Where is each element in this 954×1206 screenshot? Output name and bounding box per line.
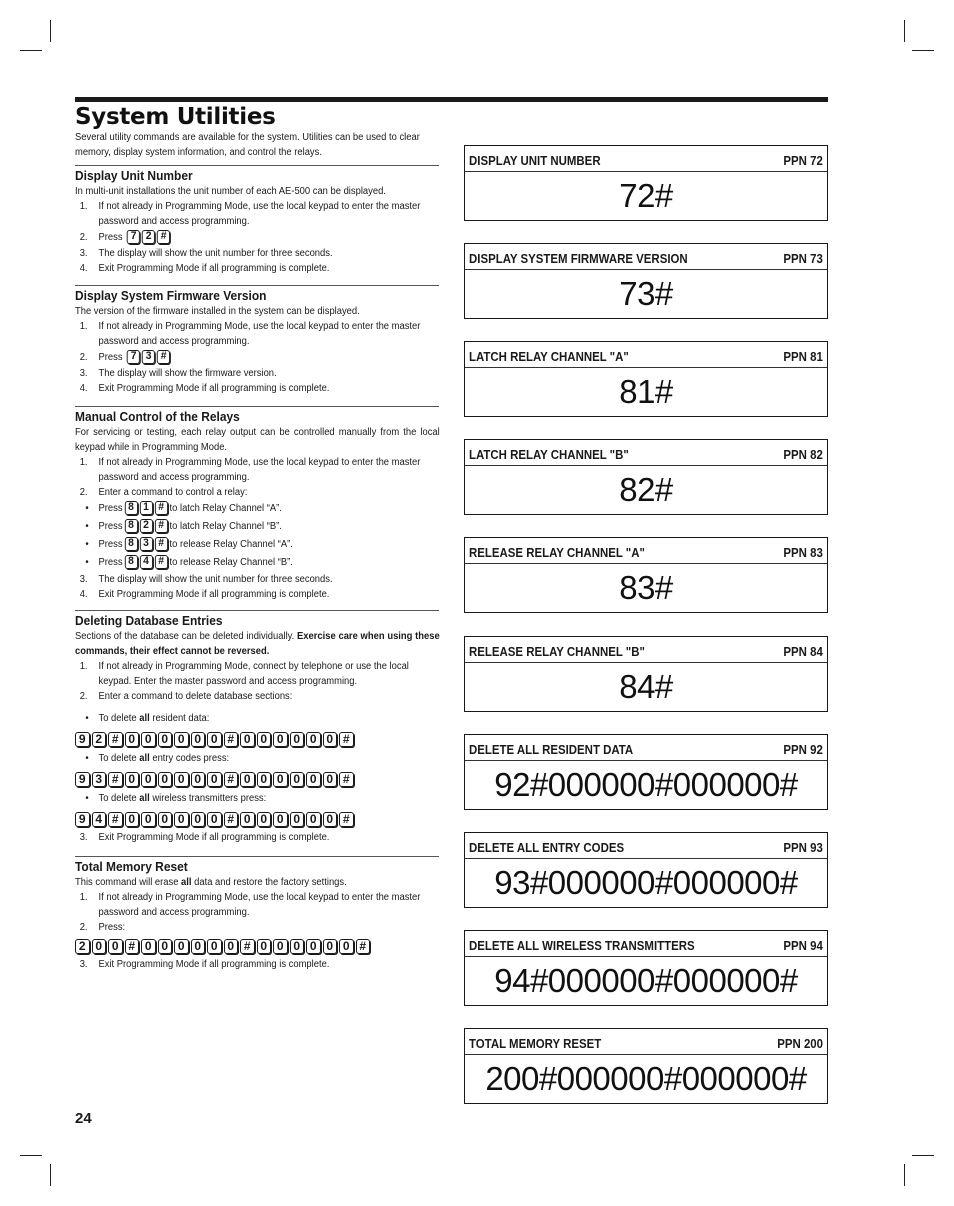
step: 2. Enter a command to control a relay: bbox=[79, 487, 248, 498]
step: 4. Exit Programming Mode if all programming is complete. bbox=[79, 589, 330, 600]
digit-key-icon: 0 bbox=[339, 939, 354, 954]
digit-key-icon: 0 bbox=[273, 732, 288, 747]
ppn-box-label: DELETE ALL WIRELESS TRANSMITTERS bbox=[469, 938, 695, 953]
ppn-box-label: LATCH RELAY CHANNEL "B" bbox=[469, 447, 629, 462]
pound-key-icon: # bbox=[240, 939, 255, 954]
section-text: In multi-unit installations the unit number of each AE-500 can be displayed. bbox=[75, 186, 386, 197]
digit-key-icon: 9 bbox=[75, 812, 90, 827]
ppn-code: 94#000000#000000# bbox=[494, 962, 798, 999]
section-firmware-version bbox=[75, 285, 439, 396]
digit-key-icon: 2 bbox=[142, 230, 155, 244]
step: 1. If not already in Programming Mode, use the local keypad to enter the master password and access programming. bbox=[79, 321, 421, 347]
digit-key-icon: 0 bbox=[174, 732, 189, 747]
section-display-unit-number bbox=[75, 165, 439, 276]
digit-key-icon: 0 bbox=[174, 772, 189, 787]
pound-key-icon: # bbox=[224, 812, 239, 827]
digit-key-icon: 0 bbox=[257, 732, 272, 747]
bullet-item: • To delete all entry codes press: bbox=[85, 753, 230, 764]
step: 2. Press: bbox=[79, 922, 126, 933]
pound-key-icon: # bbox=[154, 537, 167, 551]
digit-key-icon: 0 bbox=[257, 772, 272, 787]
step: 1. If not already in Programming Mode, use the local keypad to enter the master password and access programming. bbox=[79, 457, 421, 483]
digit-key-icon: 0 bbox=[290, 732, 305, 747]
digit-key-icon: 8 bbox=[124, 519, 137, 533]
ppn-code: 72# bbox=[619, 177, 673, 214]
digit-key-icon: 0 bbox=[306, 812, 321, 827]
digit-key-icon: 3 bbox=[139, 537, 152, 551]
digit-key-icon: 0 bbox=[207, 772, 222, 787]
digit-key-icon: 4 bbox=[139, 555, 152, 569]
pound-key-icon: # bbox=[339, 812, 354, 827]
ppn-box-delete-entry-codes bbox=[464, 832, 828, 908]
ppn-box-label: RELEASE RELAY CHANNEL "B" bbox=[469, 644, 645, 659]
pound-key-icon: # bbox=[108, 812, 123, 827]
bullet-item: • Press 8 4 # to release Relay Channel “B”. bbox=[85, 555, 293, 568]
ppn-code: 81# bbox=[619, 373, 673, 410]
key-sequence bbox=[127, 350, 170, 364]
key-sequence bbox=[127, 230, 170, 244]
digit-key-icon: 8 bbox=[124, 537, 137, 551]
step: 3. Exit Programming Mode if all programming is complete. bbox=[79, 832, 330, 843]
key-sequence bbox=[75, 772, 439, 787]
digit-key-icon: 0 bbox=[323, 772, 338, 787]
pound-key-icon: # bbox=[108, 732, 123, 747]
digit-key-icon: 4 bbox=[92, 812, 107, 827]
ppn-box-total-reset bbox=[464, 1028, 828, 1104]
digit-key-icon: 0 bbox=[323, 939, 338, 954]
digit-key-icon: 0 bbox=[306, 772, 321, 787]
crop-mark bbox=[912, 1155, 934, 1156]
crop-mark bbox=[912, 50, 934, 51]
digit-key-icon: 0 bbox=[257, 939, 272, 954]
ppn-code: 82# bbox=[619, 471, 673, 508]
digit-key-icon: 0 bbox=[174, 812, 189, 827]
digit-key-icon: 0 bbox=[240, 772, 255, 787]
digit-key-icon: 0 bbox=[207, 812, 222, 827]
pound-key-icon: # bbox=[125, 939, 140, 954]
digit-key-icon: 0 bbox=[158, 812, 173, 827]
bullet-item: • Press 8 2 # to latch Relay Channel “B”. bbox=[85, 519, 282, 532]
crop-mark bbox=[904, 20, 905, 42]
bullet-item: • Press 8 1 # to latch Relay Channel “A”. bbox=[85, 501, 282, 514]
section-text: For servicing or testing, each relay output can be controlled manually from the local keypad while in Programming Mode. bbox=[75, 427, 440, 453]
pound-key-icon: # bbox=[154, 555, 167, 569]
digit-key-icon: 0 bbox=[141, 812, 156, 827]
ppn-number: PPN 81 bbox=[783, 349, 823, 364]
section-heading: Deleting Database Entries bbox=[75, 613, 223, 628]
ppn-box-label: DELETE ALL ENTRY CODES bbox=[469, 840, 625, 855]
digit-key-icon: 0 bbox=[141, 939, 156, 954]
intro-text: Several utility commands are available for the system. Utilities can be used to clear memory, display system information, and control the relays. bbox=[75, 132, 420, 158]
digit-key-icon: 0 bbox=[224, 939, 239, 954]
digit-key-icon: 7 bbox=[127, 350, 140, 364]
ppn-number: PPN 72 bbox=[783, 153, 823, 168]
digit-key-icon: 2 bbox=[75, 939, 90, 954]
pound-key-icon: # bbox=[157, 350, 170, 364]
pound-key-icon: # bbox=[157, 230, 170, 244]
ppn-code: 73# bbox=[619, 275, 673, 312]
ppn-box-release-b bbox=[464, 636, 828, 712]
step: 3. The display will show the unit number for three seconds. bbox=[79, 248, 333, 259]
bullet-item: • Press 8 3 # to release Relay Channel “A”. bbox=[85, 537, 293, 550]
ppn-box-display-unit bbox=[464, 145, 828, 221]
ppn-number: PPN 83 bbox=[783, 545, 823, 560]
step: 3. Exit Programming Mode if all programming is complete. bbox=[79, 959, 330, 970]
pound-key-icon: # bbox=[356, 939, 371, 954]
digit-key-icon: 0 bbox=[257, 812, 272, 827]
ppn-code: 200#000000#000000# bbox=[485, 1060, 807, 1097]
digit-key-icon: 0 bbox=[141, 772, 156, 787]
header-rule bbox=[75, 97, 828, 102]
ppn-box-label: DISPLAY UNIT NUMBER bbox=[469, 153, 601, 168]
ppn-code: 93#000000#000000# bbox=[494, 864, 798, 901]
digit-key-icon: 3 bbox=[92, 772, 107, 787]
ppn-code: 83# bbox=[619, 569, 673, 606]
digit-key-icon: 8 bbox=[124, 501, 137, 515]
page-number: 24 bbox=[75, 1110, 92, 1127]
ppn-number: PPN 73 bbox=[783, 251, 823, 266]
section-text: This command will erase all data and restore the factory settings. bbox=[75, 877, 347, 888]
ppn-box-latch-b bbox=[464, 439, 828, 515]
pound-key-icon: # bbox=[224, 732, 239, 747]
pound-key-icon: # bbox=[108, 772, 123, 787]
step: 2. Press 7 2 # bbox=[75, 229, 440, 246]
digit-key-icon: 0 bbox=[207, 939, 222, 954]
ppn-number: PPN 93 bbox=[783, 840, 823, 855]
key-sequence bbox=[75, 812, 439, 827]
digit-key-icon: 0 bbox=[125, 812, 140, 827]
ppn-box-release-a bbox=[464, 537, 828, 613]
digit-key-icon: 0 bbox=[273, 772, 288, 787]
bullet-item: • To delete all wireless transmitters press: bbox=[85, 793, 267, 804]
step: 1. If not already in Programming Mode, connect by telephone or use the local keypad. Enter the master password and access programming. bbox=[79, 661, 409, 687]
section-manual-relay-control bbox=[75, 406, 439, 602]
crop-mark bbox=[50, 20, 51, 42]
ppn-code: 92#000000#000000# bbox=[494, 766, 798, 803]
digit-key-icon: 0 bbox=[125, 772, 140, 787]
ppn-box-delete-transmitters bbox=[464, 930, 828, 1006]
key-sequence bbox=[124, 537, 167, 551]
digit-key-icon: 0 bbox=[158, 939, 173, 954]
digit-key-icon: 0 bbox=[191, 812, 206, 827]
digit-key-icon: 0 bbox=[273, 812, 288, 827]
key-sequence bbox=[124, 555, 167, 569]
section-text: The version of the firmware installed in the system can be displayed. bbox=[75, 306, 360, 317]
digit-key-icon: 0 bbox=[174, 939, 189, 954]
digit-key-icon: 0 bbox=[125, 732, 140, 747]
digit-key-icon: 0 bbox=[191, 939, 206, 954]
step: 2. Press 7 3 # bbox=[75, 349, 440, 366]
digit-key-icon: 8 bbox=[124, 555, 137, 569]
digit-key-icon: 0 bbox=[191, 772, 206, 787]
key-sequence bbox=[75, 939, 439, 954]
digit-key-icon: 0 bbox=[141, 732, 156, 747]
ppn-box-delete-resident bbox=[464, 734, 828, 810]
pound-key-icon: # bbox=[154, 519, 167, 533]
pound-key-icon: # bbox=[224, 772, 239, 787]
step: 4. Exit Programming Mode if all programming is complete. bbox=[79, 383, 330, 394]
digit-key-icon: 0 bbox=[323, 812, 338, 827]
digit-key-icon: 0 bbox=[108, 939, 123, 954]
digit-key-icon: 0 bbox=[306, 939, 321, 954]
pound-key-icon: # bbox=[154, 501, 167, 515]
digit-key-icon: 0 bbox=[158, 772, 173, 787]
pound-key-icon: # bbox=[339, 772, 354, 787]
digit-key-icon: 0 bbox=[323, 732, 338, 747]
digit-key-icon: 3 bbox=[142, 350, 155, 364]
digit-key-icon: 0 bbox=[92, 939, 107, 954]
digit-key-icon: 1 bbox=[139, 501, 152, 515]
ppn-box-label: DELETE ALL RESIDENT DATA bbox=[469, 742, 634, 757]
ppn-box-label: TOTAL MEMORY RESET bbox=[469, 1036, 602, 1051]
ppn-number: PPN 84 bbox=[783, 644, 823, 659]
step: 1. If not already in Programming Mode, use the local keypad to enter the master password and access programming. bbox=[79, 201, 421, 227]
digit-key-icon: 0 bbox=[191, 732, 206, 747]
step: 4. Exit Programming Mode if all programming is complete. bbox=[79, 263, 330, 274]
digit-key-icon: 9 bbox=[75, 732, 90, 747]
crop-mark bbox=[20, 50, 42, 51]
crop-mark bbox=[20, 1155, 42, 1156]
step: 3. The display will show the unit number for three seconds. bbox=[79, 574, 333, 585]
section-heading: Manual Control of the Relays bbox=[75, 409, 240, 424]
page-title: System Utilities bbox=[75, 104, 276, 130]
key-sequence bbox=[124, 519, 167, 533]
key-sequence bbox=[124, 501, 167, 515]
ppn-box-label: DISPLAY SYSTEM FIRMWARE VERSION bbox=[469, 251, 688, 266]
digit-key-icon: 0 bbox=[207, 732, 222, 747]
digit-key-icon: 0 bbox=[290, 939, 305, 954]
step: 1. If not already in Programming Mode, use the local keypad to enter the master password and access programming. bbox=[79, 892, 421, 918]
digit-key-icon: 0 bbox=[273, 939, 288, 954]
ppn-number: PPN 200 bbox=[777, 1036, 823, 1051]
ppn-box-firmware bbox=[464, 243, 828, 319]
key-sequence bbox=[75, 732, 439, 747]
ppn-number: PPN 92 bbox=[783, 742, 823, 757]
ppn-number: PPN 82 bbox=[783, 447, 823, 462]
crop-mark bbox=[50, 1164, 51, 1186]
digit-key-icon: 2 bbox=[92, 732, 107, 747]
ppn-box-latch-a bbox=[464, 341, 828, 417]
crop-mark bbox=[904, 1164, 905, 1186]
digit-key-icon: 0 bbox=[240, 732, 255, 747]
digit-key-icon: 2 bbox=[139, 519, 152, 533]
digit-key-icon: 0 bbox=[290, 812, 305, 827]
digit-key-icon: 7 bbox=[127, 230, 140, 244]
title-block bbox=[75, 104, 440, 160]
digit-key-icon: 0 bbox=[306, 732, 321, 747]
section-text: Sections of the database can be deleted individually. Exercise care when using these commands, their effect cannot be reversed. bbox=[75, 631, 440, 657]
ppn-number: PPN 94 bbox=[783, 938, 823, 953]
section-heading: Total Memory Reset bbox=[75, 859, 188, 874]
digit-key-icon: 0 bbox=[290, 772, 305, 787]
section-total-memory-reset bbox=[75, 856, 439, 972]
ppn-box-label: LATCH RELAY CHANNEL "A" bbox=[469, 349, 629, 364]
section-heading: Display System Firmware Version bbox=[75, 288, 267, 303]
step: 2. Enter a command to delete database sections: bbox=[79, 691, 293, 702]
bullet-item: • To delete all resident data: bbox=[85, 713, 210, 724]
digit-key-icon: 0 bbox=[158, 732, 173, 747]
section-heading: Display Unit Number bbox=[75, 168, 193, 183]
digit-key-icon: 0 bbox=[240, 812, 255, 827]
section-deleting-database bbox=[75, 610, 439, 845]
step: 3. The display will show the firmware version. bbox=[79, 368, 277, 379]
ppn-box-label: RELEASE RELAY CHANNEL "A" bbox=[469, 545, 645, 560]
pound-key-icon: # bbox=[339, 732, 354, 747]
ppn-code: 84# bbox=[619, 668, 673, 705]
digit-key-icon: 9 bbox=[75, 772, 90, 787]
